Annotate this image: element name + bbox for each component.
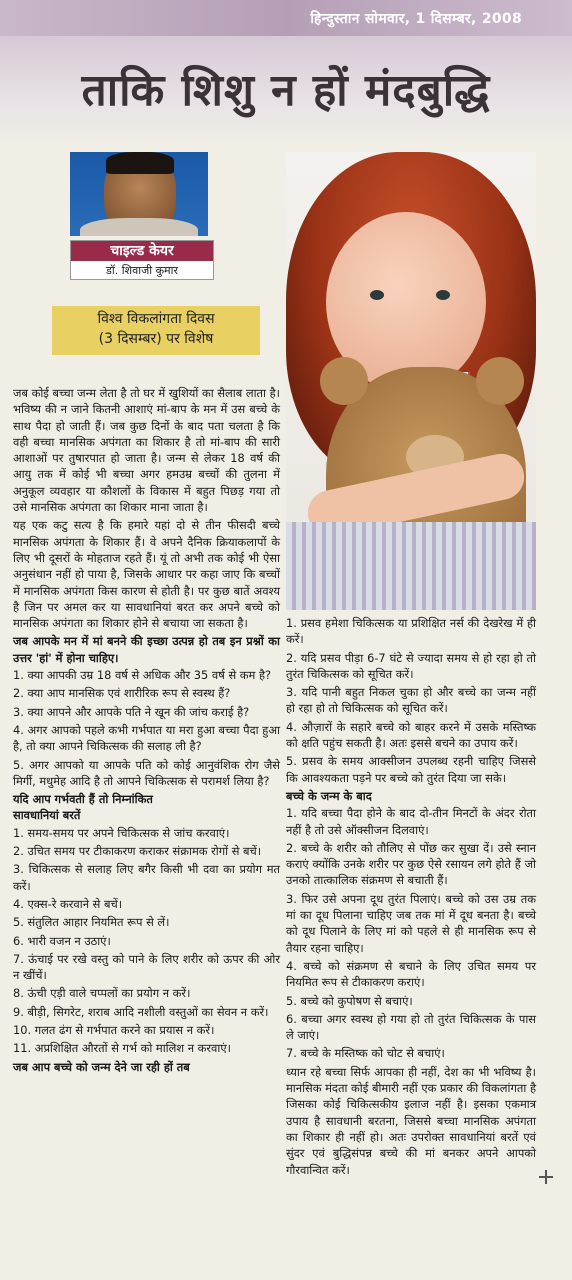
bear-ear-right: [476, 357, 524, 405]
special-box: [52, 306, 260, 355]
precaution-item: 10. गलत ढंग से गर्भपात करने का प्रयास न करें।: [13, 1022, 215, 1037]
precaution-item: 3. चिकित्सक से सलाह लिए बगैर किसी भी दवा का प्रयोग मत करें।: [13, 862, 280, 893]
question-item: 2. क्या आप मानसिक एवं शारीरिक रूप से स्वस्थ हैं?: [13, 686, 231, 701]
child-shirt: [286, 522, 536, 610]
precaution-item: 2. उचित समय पर टीकाकरण कराकर संक्रामक रोगों से बचें।: [13, 844, 262, 859]
after-birth-item: 7. बच्चे के मस्तिष्क को चोट से बचाएं।: [286, 1046, 445, 1061]
special-box-line2: (3 दिसम्बर) पर विशेष: [98, 331, 214, 347]
child-eye-right: [436, 290, 450, 300]
bear-ear-left: [320, 357, 368, 405]
intro-paragraph-2: यह एक कटु सत्य है कि हमारे यहां दो से तीन फीसदी बच्चे मानसिक अपंगता के शिकार हैं। वे अपने दैनिक क्रियाकलापों के लिए भी दूसरों के मोहताज रहते हैं। यूं तो अभी तक कोई भी ऐसा अनुसंधान नहीं हो पाया है, जिसके आधार पर कहा जाए कि बच्चों में मानसिक अपंगता किस कारण से होती है। पर कुछ बातें अवश्य है जिन पर अमल कर या सावधानियां बरत कर अपने बच्चे को मानसिक अपंगता का शिकार होने से बचाया जा सकता है।: [13, 518, 280, 631]
child-eye-left: [370, 290, 384, 300]
delivery-item: 4. औज़ारों के सहारे बच्चे को बाहर करने में उसके मस्तिष्क को क्षति पहुंच सकती है। अतः इससे बचने का उपाय करें।: [286, 719, 536, 751]
delivery-item: 2. यदि प्रसव पीड़ा 6-7 घंटे से ज्यादा समय से हो रहा हो तो तुरंत चिकित्सक को सूचित करें।: [286, 650, 536, 681]
child-photo: [286, 152, 536, 610]
closing-paragraph: ध्यान रहे बच्चा सिर्फ आपका ही नहीं, देश का भी भविष्य है। मानसिक मंदता कोई बीमारी नहीं एक प्रकार की विकलांगता है जिसका कोई चिकित्सकीय इलाज नहीं है। इसका एकमात्र उपाय है सावधानी बरतना, जिससे बच्चा मानसिक अपंगता का शिकार ही नहीं हो। अतः उपरोक्त सावधानियां बरतें एवं सुंदर एवं बुद्धिसंपन्न बच्चे की मां बनकर अपने आपको गौरवान्वित करें।: [286, 1064, 537, 1177]
headline: ताकि शिशु न हों मंदबुद्धि: [81, 65, 491, 116]
question-item: 5. अगर आपको या आपके पति को कोई आनुवंशिक रोग जैसे मिर्गी, मधुमेह आदि है तो आपने चिकित्सक से परामर्श लिया है?: [13, 757, 280, 788]
precaution-item: 11. अप्रशिक्षित औरतों से गर्भ को मालिश न करवाएं।: [13, 1041, 231, 1056]
special-box-line1: विश्व विकलांगता दिवस: [97, 311, 215, 327]
precaution-item: 9. बीड़ी, सिगरेट, शराब आदि नशीली वस्तुओं का सेवन न करें।: [13, 1004, 269, 1019]
precaution-item: 1. समय-समय पर अपने चिकित्सक से जांच करवाएं।: [13, 825, 230, 840]
after-birth-item: 4. बच्चे को संक्रमण से बचाने के लिए उचित समय पर नियमित रूप से टीकाकरण कराएं।: [286, 958, 536, 990]
question-item: 3. क्या आपने और आपके पति ने खून की जांच कराई है?: [13, 704, 250, 719]
after-birth-item: 3. फिर उसे अपना दूध तुरंत पिलाएं। बच्चे को उस उम्र तक मां का दूध पिलाना चाहिए जब तक मां में दूध बनता है। बच्चे को दूध पिलाने के लिए मां को पहले से ही मानसिक रूप से तैयार रहना चाहिए।: [286, 891, 536, 955]
author-hair: [106, 152, 174, 174]
after-birth-item: 6. बच्चा अगर स्वस्थ हो गया हो तो तुरंत चिकित्सक के पास ले जाएं।: [286, 1011, 536, 1043]
question-item: 4. अगर आपको पहले कभी गर्भपात या मरा हुआ बच्चा पैदा हुआ है, तो क्या आपने चिकित्सक की सलाह ली है?: [13, 722, 280, 754]
heading-pregnant-line2: सावधानियां बरतें: [13, 808, 81, 823]
precaution-item: 5. संतुलित आहार नियमित रूप से लें।: [13, 915, 170, 930]
heading-pregnant: [13, 791, 280, 824]
masthead: [0, 0, 572, 36]
after-birth-item: 2. बच्चे के शरीर को तौलिए से पोंछ कर सुखा दें। उसे स्नान कराएं क्योंकि उनके शरीर पर कुछ ऐसे रसायन लगे होते हैं जो उनको तात्कालिक संक्रमण से बचाती हैं।: [286, 840, 536, 888]
precaution-item: 7. ऊंचाई पर रखे वस्तु को पाने के लिए शरीर को ऊपर की ओर न खींचें।: [13, 951, 280, 983]
author-photo: [70, 152, 208, 236]
precaution-item: 4. एक्स-रे करवाने से बचें।: [13, 896, 123, 911]
heading-pregnant-line1: यदि आप गर्भवती हैं तो निम्नांकित: [13, 792, 153, 807]
column-tag-label: चाइल्ड केयर: [71, 241, 213, 261]
after-birth-item: 1. यदि बच्चा पैदा होने के बाद दो-तीन मिनटों के अंदर रोता नहीं है तो उसे ऑक्सीजन दिलवाएं।: [286, 806, 536, 837]
after-birth-item: 5. बच्चे को कुपोषण से बचाएं।: [286, 993, 413, 1008]
heading-questions: जब आपके मन में मां बनने की इच्छा उत्पन्न हो तब इन प्रश्नों का उत्तर 'हां' में होना चाहिए।: [13, 634, 280, 665]
heading-delivery: जब आप बच्चे को जन्म देने जा रही हों तब: [13, 1059, 190, 1074]
precaution-item: 6. भारी वजन न उठाएं।: [13, 933, 111, 948]
precaution-item: 8. ऊंची एड़ी वाले चप्पलों का प्रयोग न करें।: [13, 986, 191, 1001]
delivery-item: 3. यदि पानी बहुत निकल चुका हो और बच्चे का जन्म नहीं हो रहा हो तो चिकित्सक को सूचित करें।: [286, 685, 536, 716]
masthead-text: हिन्दुस्तान सोमवार, 1 दिसम्बर, 2008: [310, 11, 522, 27]
intro-paragraph-1: जब कोई बच्चा जन्म लेता है तो घर में खुशियों का सैलाब लाता है। भविष्य की न जाने कितनी आशाएं मां-बाप के मन में उस बच्चे के साथ पैदा हो जाती हैं। जब कुछ दिनों के बाद पता चलता है कि वही बच्चा मानसिक अपंगता का शिकार है तो मां-बाप की सारी आशाओं पर तुषारपात हो जाता है। जन्म से लेकर 18 वर्ष की आयु तक में कोई भी बच्चा अगर हमउम्र बच्चों की तुलना में अनुकूल व्यवहार या कौशलों के विकास में बहुत पिछड़ गया तो उसे मानसिक अपंगता का शिकार माना जाता है।: [13, 386, 280, 515]
heading-after-birth: बच्चे के जन्म के बाद: [286, 788, 372, 803]
delivery-item: 1. प्रसव हमेशा चिकित्सक या प्रशिक्षित नर्स की देखरेख में ही करें।: [286, 616, 536, 647]
column-tag: [70, 240, 214, 280]
crop-plus-icon: [539, 1170, 553, 1184]
question-item: 1. क्या आपकी उम्र 18 वर्ष से अधिक और 35 वर्ष से कम है?: [13, 668, 272, 683]
delivery-item: 5. प्रसव के समय आक्सीजन उपलब्ध रहनी चाहिए जिससे कि आवश्यकता पड़ने पर बच्चे को तुरंत दिया जा सके।: [286, 754, 536, 785]
right-column: [286, 615, 536, 1180]
column-tag-author: डॉ. शिवाजी कुमार: [106, 264, 178, 277]
left-column: [13, 385, 280, 1076]
author-shirt: [80, 218, 198, 236]
